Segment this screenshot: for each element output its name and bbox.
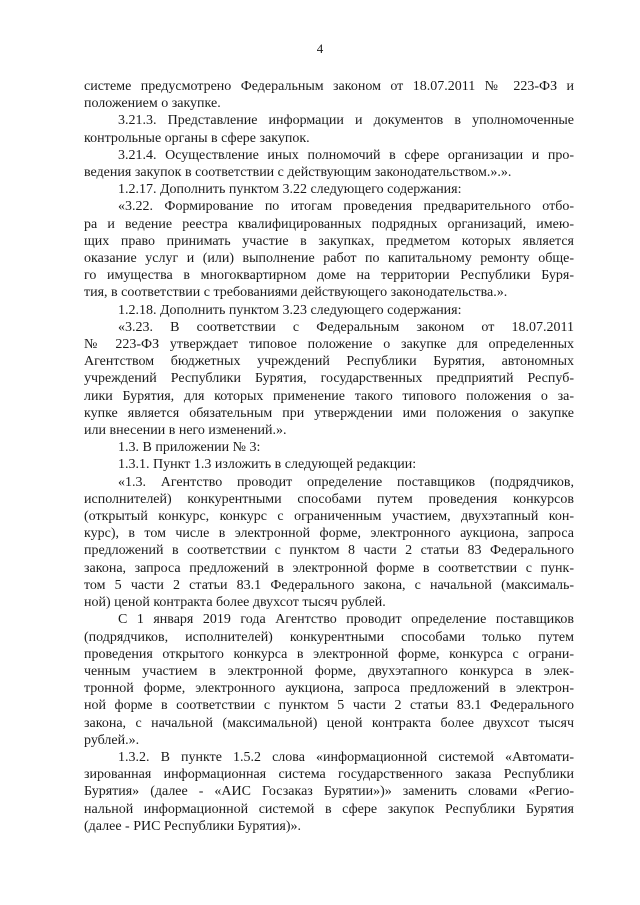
text-line: учреждений Республики Бурятия, государственных предприятий Респуб- xyxy=(84,371,574,387)
text-line: 1.3.2. В пункте 1.5.2 слова «информационной системой «Автомати- xyxy=(118,749,574,765)
text-line: ра и ведение реестра квалифицированных подрядных организаций, имею- xyxy=(84,216,574,232)
paragraph xyxy=(84,319,574,439)
text-line: ной) ценой контракта более двухсот тысяч рублей. xyxy=(84,595,386,611)
text-line: «3.22. Формирование по итогам проведения предварительного отбо- xyxy=(118,199,574,215)
text-line: «3.23. В соответствии с Федеральным законом от 18.07.2011 xyxy=(118,319,574,335)
text-line: зированная информационная система государственного заказа Республики xyxy=(84,767,574,783)
text-line: тронной форме, электронного аукциона, запроса предложений в электрон- xyxy=(84,681,574,697)
text-line: предложений в соответствии с пунктом 8 части 2 статьи 83 Федерального xyxy=(84,543,574,559)
text-line: «1.3. Агентство проводит определение поставщиков (подрядчиков, xyxy=(118,474,574,490)
text-line: проведения открытого конкурса в электронной форме, конкурса с ограни- xyxy=(84,646,574,662)
text-line: или внесении в него изменений.». xyxy=(84,423,287,439)
text-line: системе предусмотрено Федеральным законом от 18.07.2011 № 223-ФЗ и xyxy=(84,79,574,94)
paragraph xyxy=(84,474,574,612)
text-line: (далее - РИС Республики Бурятия)». xyxy=(84,818,302,834)
paragraph xyxy=(84,611,574,749)
document-body xyxy=(84,78,574,835)
text-line: ченным участием в электронной форме, двухэтапного конкурса в элек- xyxy=(84,663,574,679)
text-line: Бурятия» (далее - «АИС Госзаказ Бурятии»)» заменить словами «Регио- xyxy=(84,784,574,800)
text-line: положением о закупке. xyxy=(84,96,221,112)
paragraph xyxy=(84,749,574,835)
text-line: оказание услуг и (или) выполнение работ по капитальному ремонту обще- xyxy=(84,251,574,267)
paragraph xyxy=(84,181,574,198)
text-line: (подрядчиков, исполнителей) конкурентными способами только путем xyxy=(84,629,574,645)
text-line: ной форме в соответствии с пунктом 5 части 2 статьи 83.1 Федерального xyxy=(84,698,574,714)
text-line: С 1 января 2019 года Агентство проводит определение поставщиков xyxy=(118,612,574,628)
paragraph xyxy=(84,198,574,301)
text-line: купке является обязательным при утверждении ими положения о закупке xyxy=(84,405,574,421)
paragraph xyxy=(84,302,574,319)
text-line: нальной информационной системой в сфере закупок Республики Бурятия xyxy=(84,801,574,817)
text-line: том 5 части 2 статьи 83.1 Федерального закона, с начальной (максималь- xyxy=(84,577,574,593)
text-line: исполнителей) конкурентными способами путем проведения конкурсов xyxy=(84,491,574,507)
text-line: (открытый конкурс, конкурс с ограниченным участием, двухэтапный кон- xyxy=(84,509,574,525)
paragraph xyxy=(84,456,574,473)
text-line: 1.3.1. Пункт 1.3 изложить в следующей редакции: xyxy=(118,457,417,473)
text-line: № 223-ФЗ утверждает типовое положение о закупке для определенных xyxy=(84,337,574,353)
text-line: рублей.». xyxy=(84,732,140,748)
paragraph xyxy=(84,147,574,181)
text-line: 1.3. В приложении № 3: xyxy=(118,440,261,456)
text-line: закона, запроса предложений в электронной форме в соответствии с пунк- xyxy=(84,560,574,576)
page-number: 4 xyxy=(316,41,324,56)
paragraph xyxy=(84,78,574,112)
text-line: 3.21.3. Представление информации и документов в уполномоченные xyxy=(118,113,574,129)
text-line: го имущества в многоквартирном доме на территории Республики Буря- xyxy=(84,268,574,284)
text-line: курс), в том числе в электронной форме, электронного аукциона, запроса xyxy=(84,526,574,542)
text-line: щих право принимать участие в закупках, предметом которых является xyxy=(84,233,574,249)
paragraph xyxy=(84,112,574,146)
text-line: контрольные органы в сфере закупок. xyxy=(84,130,310,146)
text-line: 1.2.18. Дополнить пунктом 3.23 следующего содержания: xyxy=(118,302,462,318)
text-line: закона, с начальной (максимальной) ценой контракта более двухсот тысяч xyxy=(84,715,574,731)
text-line: тия, в соответствии с требованиями действующего законодательства.». xyxy=(84,285,508,301)
paragraph xyxy=(84,439,574,456)
text-line: Агентством бюджетных учреждений Республики Бурятия, автономных xyxy=(84,354,574,370)
text-line: 3.21.4. Осуществление иных полномочий в сфере организации и про- xyxy=(118,147,574,163)
text-line: ведения закупок в соответствии с действующим законодательством.».». xyxy=(84,165,512,181)
text-line: лики Бурятия, для которых применение такого типового положения о за- xyxy=(84,388,574,404)
text-line: 1.2.17. Дополнить пунктом 3.22 следующего содержания: xyxy=(118,182,462,198)
